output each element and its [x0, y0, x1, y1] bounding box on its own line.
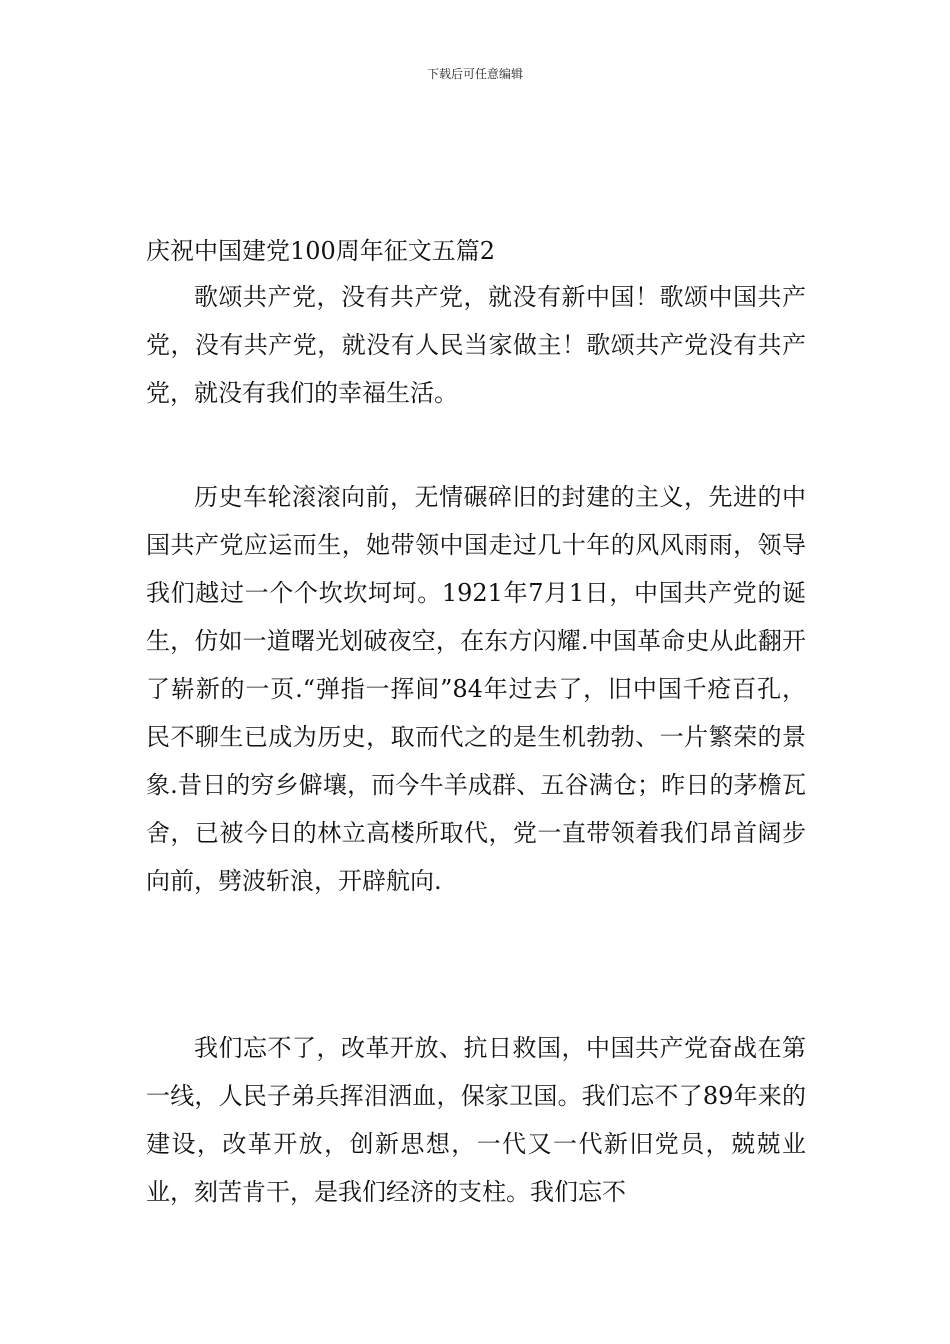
paragraph-1: 歌颂共产党，没有共产党，就没有新中国！歌颂中国共产党，没有共产党，就没有人民当家做主！歌颂共产党没有共产党，就没有我们的幸福生活。 — [146, 283, 806, 407]
paragraph-2: 历史车轮滚滚向前，无情碾碎旧的封建的主义，先进的中国共产党应运而生，她带领中国走过几十年的风风雨雨，领导我们越过一个个坎坎坷坷。1921年7月1日，中国共产党的诞生，仿如一道曙光划破夜空，在东方闪耀.中国革命史从此翻开了崭新的一页.“弹指一挥间”84年过去了，旧中国千疮百孔，民不聊生已成为历史，取而代之的是生机勃勃、一片繁荣的景象.昔日的穷乡僻壤，而今牛羊成群、五谷满仓；昨日的茅檐瓦舍，已被今日的林立高楼所取代，党一直带领着我们昂首阔步向前，劈波斩浪，开辟航向. — [146, 483, 806, 895]
paragraph-3: 我们忘不了，改革开放、抗日救国，中国共产党奋战在第一线，人民子弟兵挥泪洒血，保家卫国。我们忘不了89年来的建设，改革开放，创新思想，一代又一代新旧党员，兢兢业业，刻苦肯干，是我们经济的支柱。我们忘不 — [146, 1034, 806, 1206]
page-header: 下载后可任意编辑 — [426, 67, 523, 81]
document-title: 庆祝中国建党100周年征文五篇2 — [146, 237, 496, 265]
